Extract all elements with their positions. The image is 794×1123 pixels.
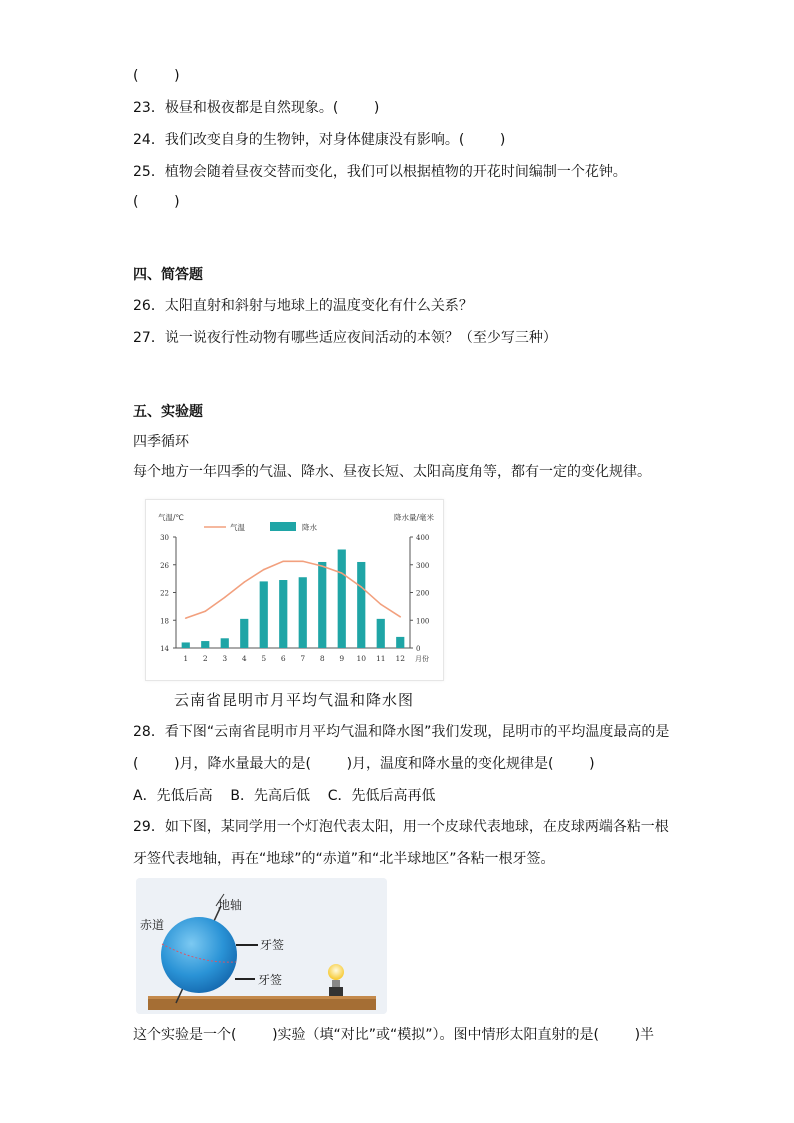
question-28-line-1: 28．看下图“云南省昆明市月平均气温和降水图”我们发现，昆明市的平均温度最高的是 — [133, 724, 670, 740]
label-equator: 赤道 — [140, 918, 165, 932]
bulb-base — [332, 980, 340, 987]
right-tick-label: 0 — [416, 645, 421, 653]
rain-bar-6 — [279, 580, 287, 648]
label-toothpick-1: 牙签 — [260, 938, 285, 952]
chart-caption: 云南省昆明市月平均气温和降水图 — [174, 691, 415, 709]
legend-temp-label: 气温 — [230, 523, 245, 532]
right-tick-label: 400 — [416, 534, 430, 542]
rain-bar-10 — [357, 562, 365, 648]
temperature-point-4 — [243, 581, 245, 583]
temperature-line — [186, 561, 401, 618]
temperature-point-3 — [224, 597, 226, 599]
question-27: 27．说一说夜行性动物有哪些适应夜间活动的本领？（至少写三种） — [133, 330, 557, 346]
question-29-line-2: 牙签代表地轴，再在“地球”的“赤道”和“北半球地区”各粘一根牙签。 — [133, 851, 555, 867]
globe-experiment-figure — [136, 878, 387, 1014]
x-tick-label: 5 — [261, 654, 267, 663]
line-blank-0: ( ) — [133, 68, 180, 84]
board-highlight — [148, 996, 376, 999]
x-tick-label: 3 — [222, 654, 228, 663]
left-tick-label: 22 — [160, 589, 169, 598]
temperature-point-11 — [380, 603, 382, 605]
climate-chart — [145, 499, 444, 681]
left-tick-label: 18 — [160, 617, 169, 626]
bulb-stand — [329, 987, 343, 996]
temperature-point-2 — [204, 610, 206, 612]
x-tick-label: 8 — [319, 654, 325, 663]
rain-bar-9 — [338, 549, 346, 648]
section-5-title: 四季循环 — [133, 434, 189, 450]
section-5-heading: 五、实验题 — [133, 404, 203, 420]
x-axis-label: 月份 — [415, 655, 429, 663]
question-29-line-3: 这个实验是一个( )实验（填“对比”或“模拟”）。图中情形太阳直射的是( )半 — [133, 1027, 655, 1043]
left-tick-label: 30 — [160, 534, 169, 542]
x-tick-label: 12 — [395, 654, 406, 663]
legend-rain-swatch — [270, 522, 296, 531]
temperature-point-12 — [399, 616, 401, 618]
question-29-line-1: 29．如下图，某同学用一个灯泡代表太阳，用一个皮球代表地球，在皮球两端各粘一根 — [133, 819, 669, 835]
temperature-point-5 — [263, 569, 265, 571]
rain-bar-3 — [221, 638, 229, 648]
right-tick-label: 100 — [416, 617, 430, 626]
question-24: 24．我们改变自身的生物钟，对身体健康没有影响。( ) — [133, 132, 506, 148]
right-tick-label: 200 — [416, 589, 430, 598]
rain-bar-11 — [377, 619, 385, 648]
x-tick-label: 6 — [280, 654, 286, 663]
temperature-point-9 — [341, 572, 343, 574]
y-axis-left-label: 气温/℃ — [158, 513, 184, 522]
rain-bar-12 — [396, 637, 404, 648]
x-tick-label: 2 — [202, 654, 208, 663]
temperature-point-10 — [360, 586, 362, 588]
rain-bar-7 — [299, 577, 307, 648]
x-tick-label: 11 — [375, 654, 386, 663]
question-25-answer: ( ) — [133, 194, 180, 210]
question-25: 25．植物会随着昼夜交替而变化，我们可以根据植物的开花时间编制一个花钟。 — [133, 164, 627, 180]
globe-ball — [161, 917, 237, 993]
x-tick-label: 9 — [339, 654, 345, 663]
climate-chart-svg — [146, 500, 443, 680]
y-axis-right-label: 降水量/毫米 — [393, 513, 434, 522]
question-26: 26．太阳直射和斜射与地球上的温度变化有什么关系？ — [133, 298, 473, 314]
section-5-intro: 每个地方一年四季的气温、降水、昼夜长短、太阳高度角等，都有一定的变化规律。 — [133, 464, 651, 480]
rain-bar-4 — [240, 619, 248, 648]
x-tick-label: 4 — [241, 654, 247, 663]
light-bulb-icon — [328, 964, 344, 980]
x-tick-label: 10 — [356, 654, 367, 663]
rain-bar-1 — [182, 642, 190, 648]
rain-bar-8 — [318, 562, 326, 648]
question-28-line-2: ( )月，降水量最大的是( )月，温度和降水量的变化规律是( ) — [133, 756, 595, 772]
question-23: 23．极昼和极夜都是自然现象。( ) — [133, 100, 380, 116]
label-axis: 地轴 — [218, 898, 243, 912]
rain-bar-2 — [201, 641, 209, 648]
section-4-heading: 四、简答题 — [133, 267, 203, 283]
temperature-point-8 — [321, 565, 323, 567]
temperature-point-6 — [282, 560, 284, 562]
right-tick-label: 300 — [416, 561, 430, 570]
left-tick-label: 14 — [160, 645, 169, 653]
x-tick-label: 7 — [300, 654, 306, 663]
temperature-point-1 — [185, 617, 187, 619]
x-tick-label: 1 — [183, 654, 189, 663]
left-tick-label: 26 — [160, 561, 169, 570]
question-28-options: A．先低后高 B．先高后低 C．先低后高再低 — [133, 788, 436, 804]
rain-bar-5 — [260, 581, 268, 648]
label-toothpick-2: 牙签 — [258, 973, 283, 987]
legend-rain-label: 降水 — [302, 523, 317, 532]
temperature-point-7 — [302, 560, 304, 562]
